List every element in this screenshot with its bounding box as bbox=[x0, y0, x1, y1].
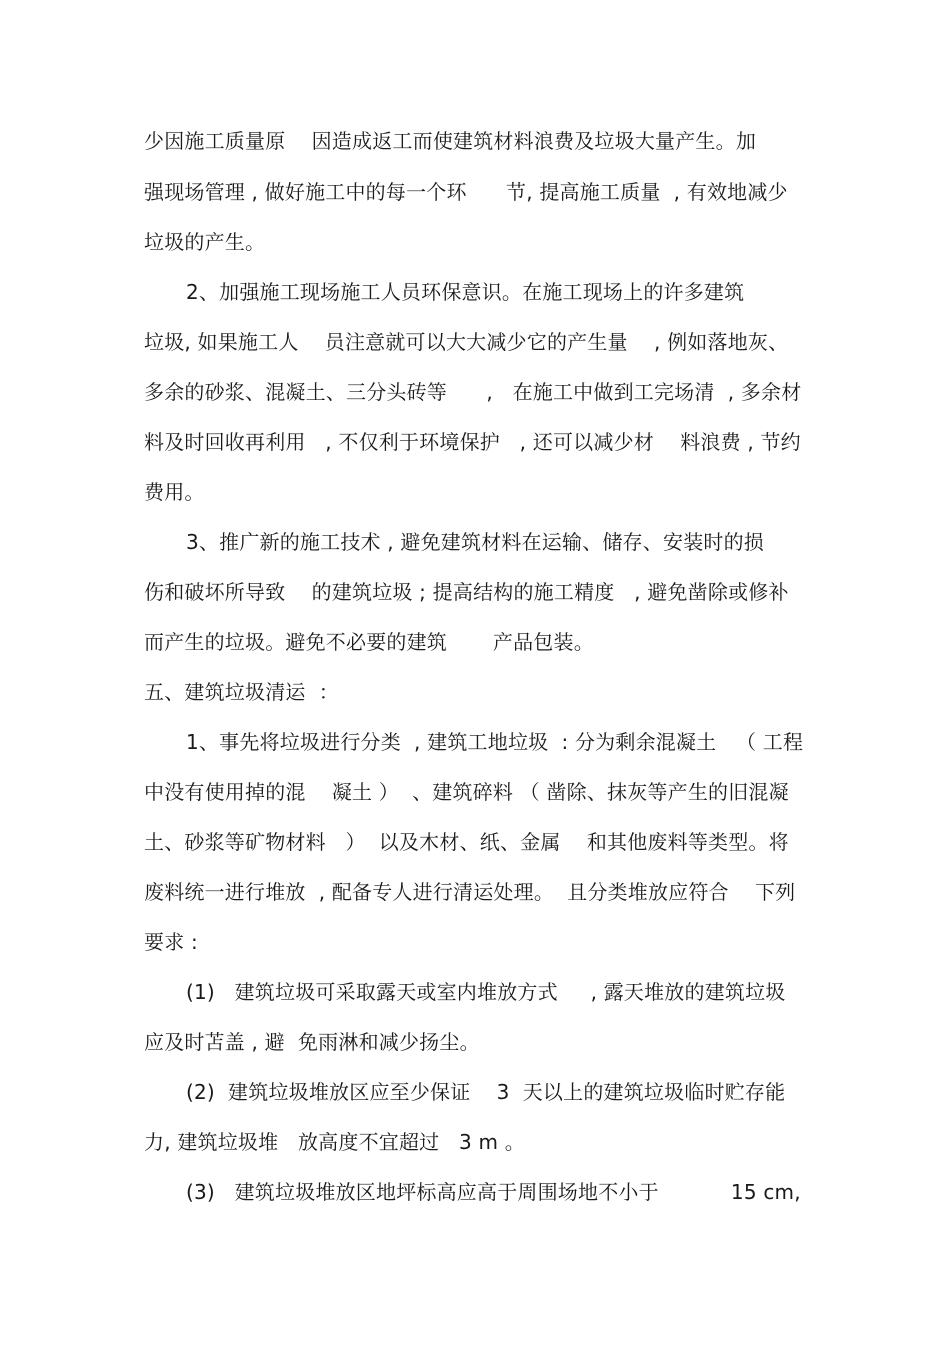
paragraph-line: 2、加强施工现场施工人员环保意识。在施工现场上的许多建筑 bbox=[186, 280, 745, 304]
paragraph-line: 料及时回收再利用 , 不仅利于环境保护 , 还可以减少材 料浪费 , 节约 bbox=[144, 430, 801, 454]
paragraph-line: 费用。 bbox=[144, 480, 205, 504]
list-item-line: 应及时苫盖 , 避 免雨淋和减少扬尘。 bbox=[144, 1030, 480, 1054]
list-item-line: (2) 建筑垃圾堆放区应至少保证 3 天以上的建筑垃圾临时贮存能 bbox=[186, 1080, 786, 1104]
paragraph-line: 土、砂浆等矿物材料 ） 以及木材、纸、金属 和其他废料等类型。将 bbox=[144, 830, 789, 854]
paragraph-line: 3、推广新的施工技术 , 避免建筑材料在运输、储存、安装时的损 bbox=[186, 530, 764, 554]
paragraph-line: 废料统一进行堆放 , 配备专人进行清运处理。 且分类堆放应符合 下列 bbox=[144, 880, 796, 904]
paragraph-line: 强现场管理 , 做好施工中的每一个环 节, 提高施工质量 , 有效地减少 bbox=[144, 180, 788, 204]
list-item-line: 力, 建筑垃圾堆 放高度不宜超过 3 m 。 bbox=[144, 1130, 525, 1154]
paragraph-line: 中没有使用掉的混 凝土 ） 、建筑碎料 （ 凿除、抹灰等产生的旧混凝 bbox=[144, 780, 789, 804]
paragraph-line: 伤和破坏所导致 的建筑垃圾 ; 提高结构的施工精度 , 避免凿除或修补 bbox=[144, 580, 789, 604]
section-heading: 五、建筑垃圾清运 ： bbox=[144, 680, 339, 704]
paragraph-line: 1、事先将垃圾进行分类 , 建筑工地垃圾 : 分为剩余混凝土 （ 工程 bbox=[186, 730, 804, 754]
list-item-line: (3) 建筑垃圾堆放区地坪标高应高于周围场地不小于 15 cm, bbox=[186, 1180, 801, 1204]
paragraph-line: 而产生的垃圾。避免不必要的建筑 产品包装。 bbox=[144, 630, 594, 654]
paragraph-line: 多余的砂浆、混凝土、三分头砖等 , 在施工中做到工完场清 , 多余材 bbox=[144, 380, 802, 404]
paragraph-line: 要求 : bbox=[144, 930, 198, 954]
paragraph-line: 垃圾, 如果施工人 员注意就可以大大减少它的产生量 , 例如落地灰、 bbox=[144, 330, 789, 354]
list-item-line: (1) 建筑垃圾可采取露天或室内堆放方式 , 露天堆放的建筑垃圾 bbox=[186, 980, 786, 1004]
paragraph-line: 垃圾的产生。 bbox=[144, 230, 266, 254]
paragraph-line: 少因施工质量原 因造成返工而使建筑材料浪费及垃圾大量产生。加 bbox=[144, 129, 757, 153]
